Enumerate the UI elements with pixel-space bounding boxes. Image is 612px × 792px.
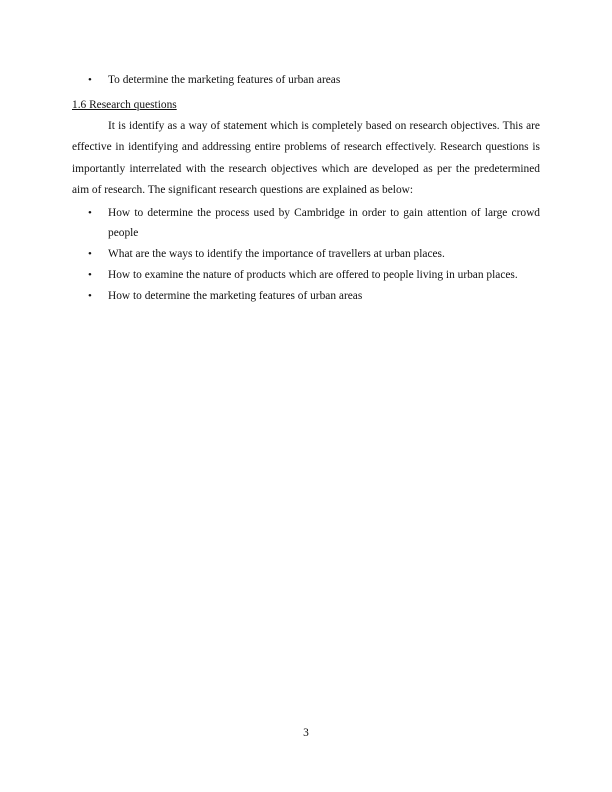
- bullet-icon: •: [88, 206, 92, 219]
- list-item-text: How to determine the marketing features of urban areas: [108, 290, 363, 302]
- research-questions-list: [72, 203, 540, 307]
- list-item: [72, 286, 540, 307]
- bullet-icon: •: [88, 74, 92, 86]
- list-item-text: How to examine the nature of products which are offered to people living in urban places.: [108, 269, 518, 281]
- section-heading: 1.6 Research questions: [72, 98, 177, 111]
- list-item: [72, 265, 540, 286]
- page-number: 3: [303, 727, 309, 739]
- page-content: [72, 70, 540, 307]
- list-item-text: How to determine the process used by Cambridge in order to gain attention of large crowd people: [108, 206, 540, 239]
- list-item-text: To determine the marketing features of urban areas: [108, 74, 341, 86]
- bullet-icon: •: [88, 248, 92, 260]
- objectives-list: [72, 70, 540, 91]
- list-item: [72, 244, 540, 265]
- bullet-icon: •: [88, 290, 92, 302]
- list-item: [72, 70, 540, 91]
- body-paragraph: It is identify as a way of statement which is completely based on research objectives. This are effective in identifying and addressing entire problems of research effectively. Research questions is importantly interrelated with the research objectives which are developed as per the predetermined aim of research. The significant research questions are explained as below:: [72, 119, 540, 196]
- list-item: [72, 203, 540, 244]
- list-item-text: What are the ways to identify the importance of travellers at urban places.: [108, 248, 445, 260]
- bullet-icon: •: [88, 269, 92, 281]
